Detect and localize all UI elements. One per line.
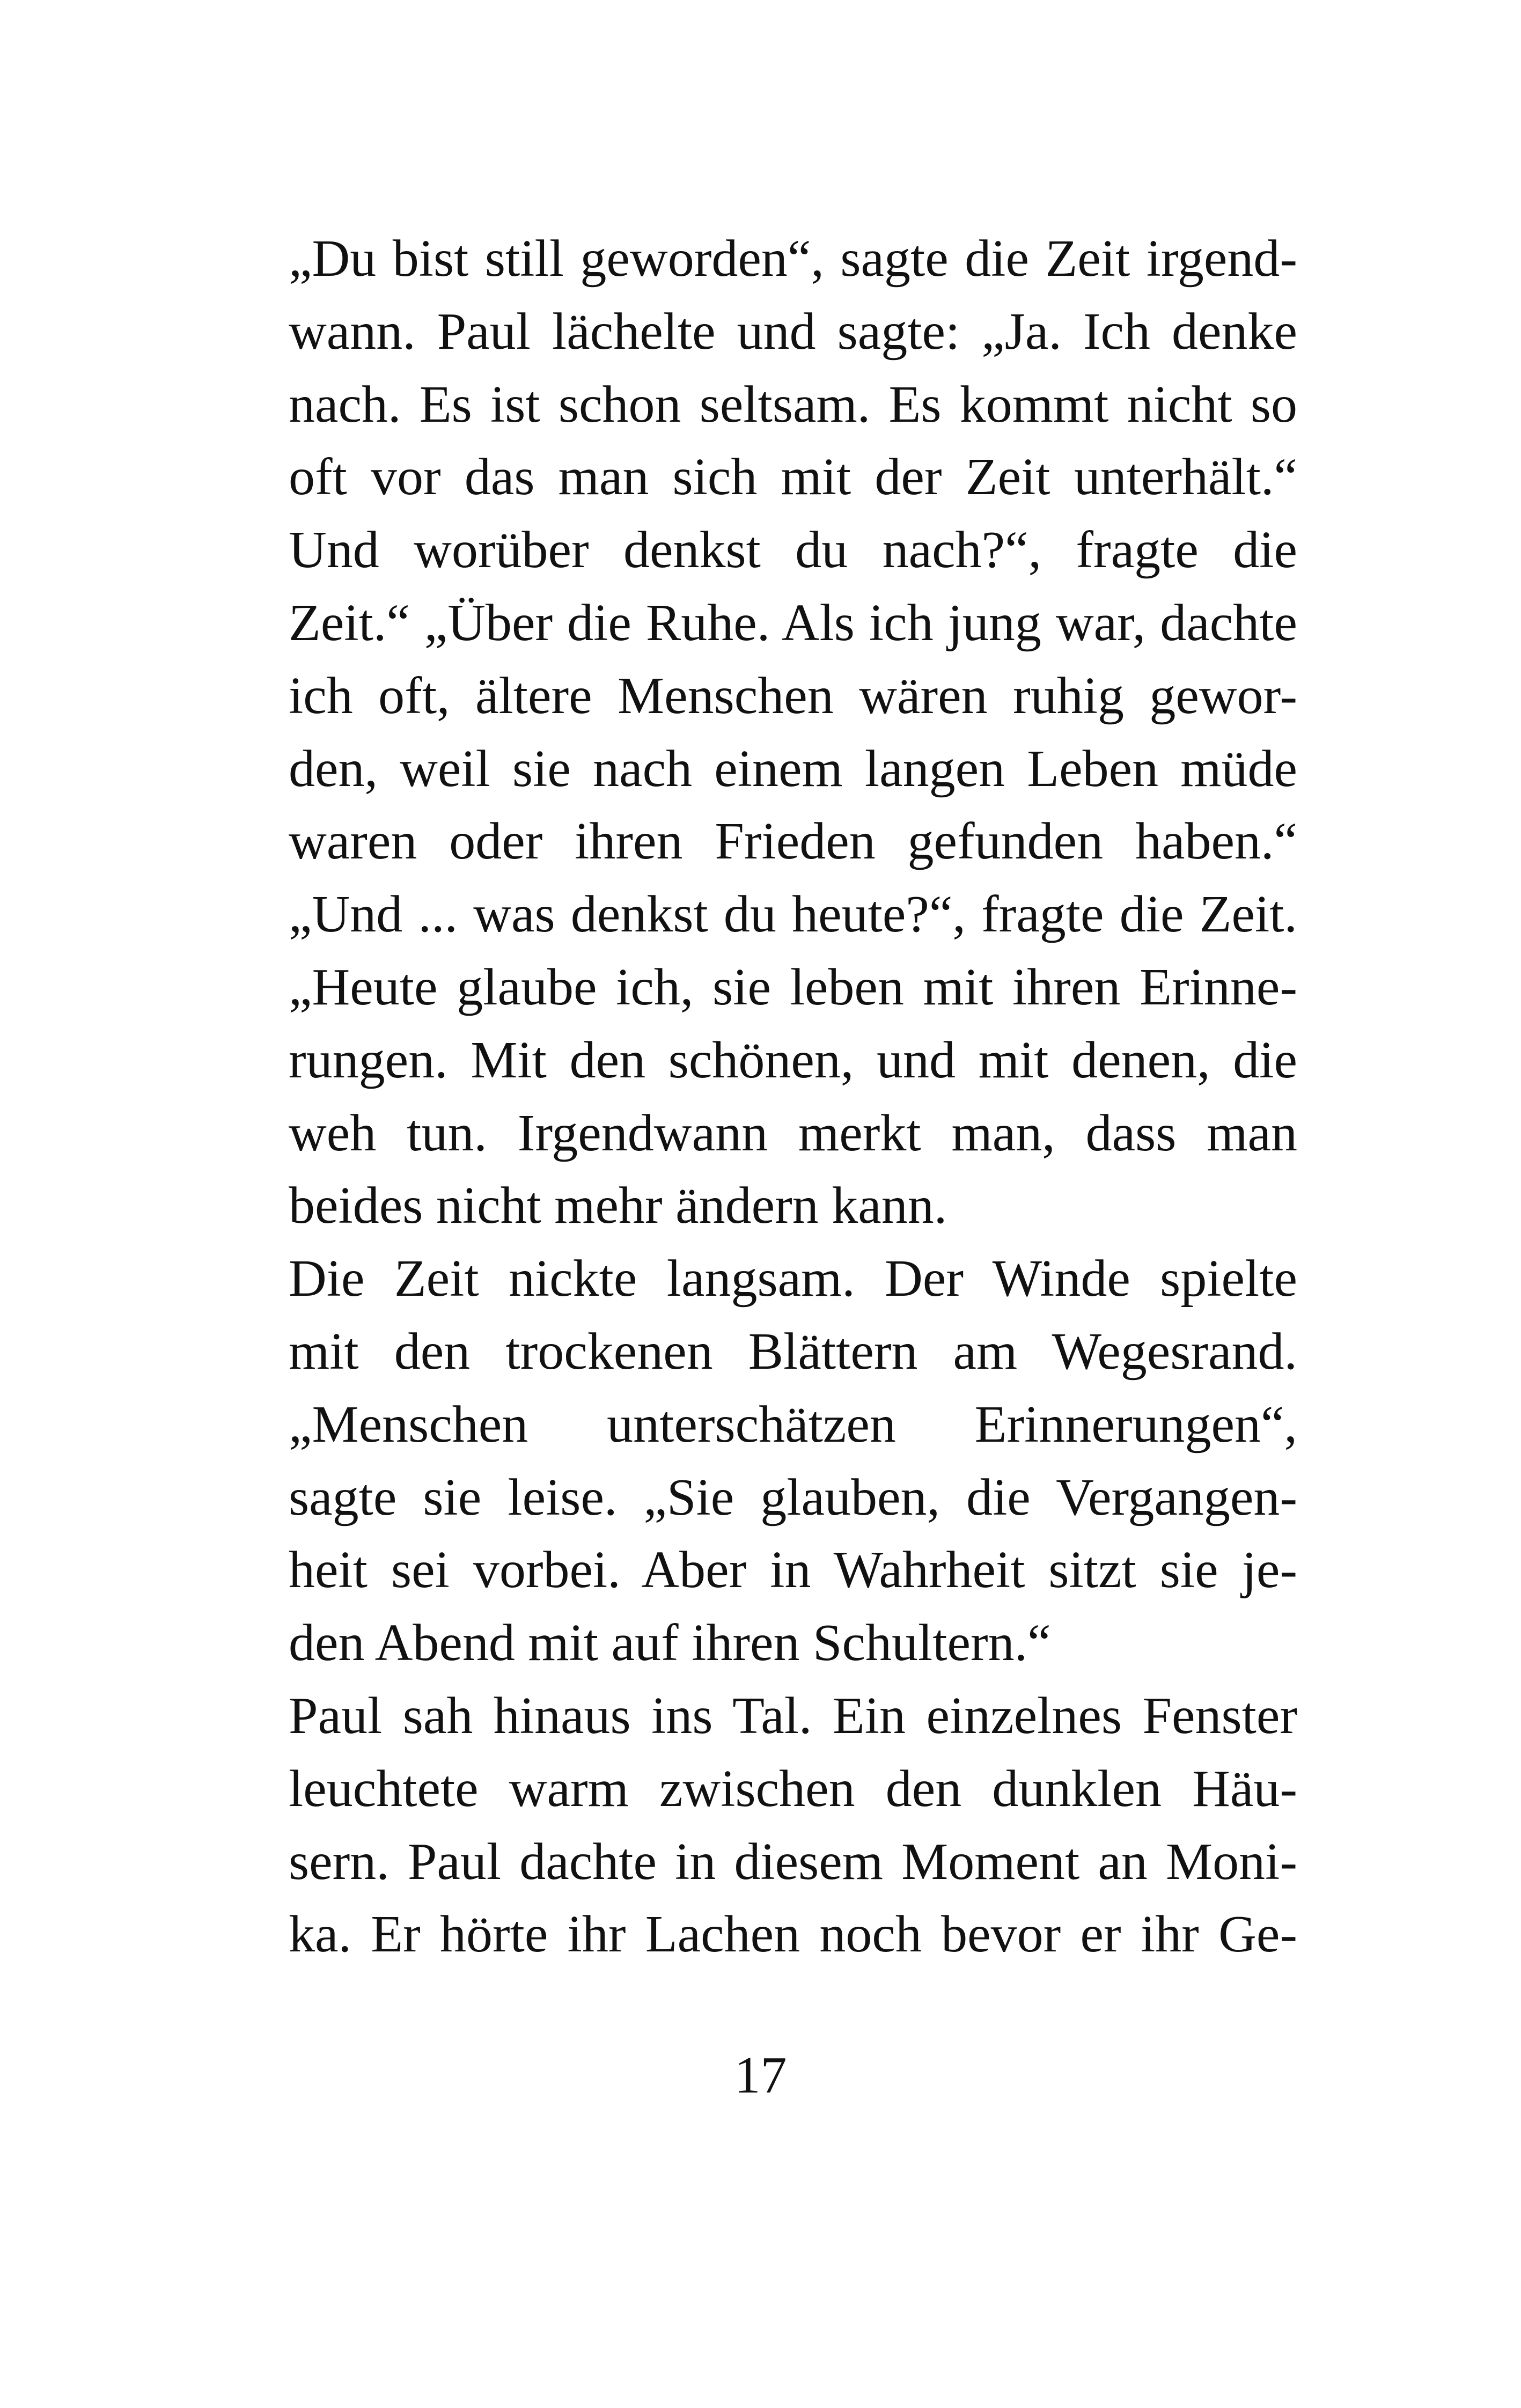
text-line: Paul sah hinaus ins Tal. Ein einzelnes Fenster	[289, 1686, 1297, 1745]
text-line: oft vor das man sich mit der Zeit unterhält.“	[289, 448, 1297, 506]
text-line: nach. Es ist schon seltsam. Es kommt nicht so	[289, 375, 1297, 434]
text-line: sern. Paul dachte in diesem Moment an Moni-	[289, 1832, 1297, 1891]
text-line: „Du bist still geworden“, sagte die Zeit irgend-	[289, 230, 1297, 288]
text-line: heit sei vorbei. Aber in Wahrheit sitzt sie je-	[289, 1541, 1297, 1599]
text-line: leuchtete warm zwischen den dunklen Häu-	[289, 1759, 1297, 1818]
text-line: Und worüber denkst du nach?“, fragte die	[289, 521, 1297, 579]
text-line: „Und ... was denkst du heute?“, fragte die Zeit.	[289, 885, 1297, 944]
text-line: „Heute glaube ich, sie leben mit ihren Erinne-	[289, 958, 1297, 1016]
text-line: waren oder ihren Frieden gefunden haben.“	[289, 812, 1297, 871]
text-line: sagte sie leise. „Sie glauben, die Vergangen-	[289, 1468, 1297, 1526]
text-line: Zeit.“ „Über die Ruhe. Als ich jung war, dachte	[289, 593, 1297, 652]
text-line: „Menschen unterschätzen Erinnerungen“,	[289, 1395, 1297, 1453]
text-line: mit den trockenen Blättern am Wegesrand.	[289, 1322, 1297, 1381]
text-line: ka. Er hörte ihr Lachen noch bevor er ihr Ge-	[289, 1905, 1297, 1964]
text-line: den, weil sie nach einem langen Leben müde	[289, 739, 1297, 798]
text-line: weh tun. Irgendwann merkt man, dass man	[289, 1104, 1297, 1162]
text-line: rungen. Mit den schönen, und mit denen, die	[289, 1031, 1297, 1089]
body-text	[289, 223, 1297, 1971]
text-line: Die Zeit nickte langsam. Der Winde spielte	[289, 1250, 1297, 1308]
text-line: ich oft, ältere Menschen wären ruhig gewor-	[289, 666, 1297, 725]
page-number: 17	[734, 2046, 787, 2104]
text-line: wann. Paul lächelte und sagte: „Ja. Ich denke	[289, 302, 1297, 361]
paragraph-end-line: den Abend mit auf ihren Schultern.“	[289, 1614, 1051, 1672]
paragraph-end-line: beides nicht mehr ändern kann.	[289, 1177, 947, 1235]
